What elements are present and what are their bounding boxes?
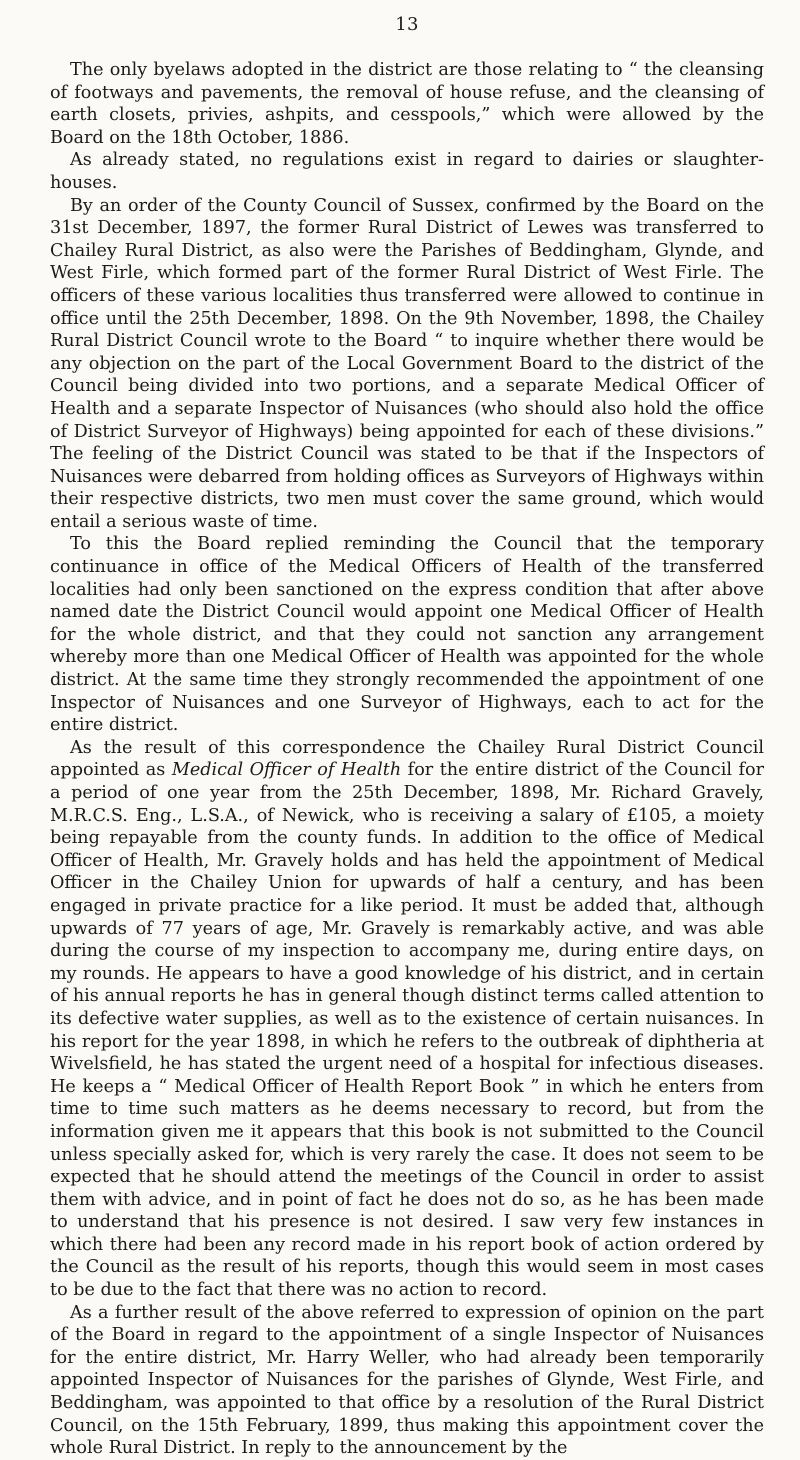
paragraph-medical-officer-appointment bbox=[50, 737, 764, 1302]
medical-officer-title: Medical Officer of Health bbox=[171, 760, 402, 781]
paragraph-medical-officer-text-rest: for the entire district of the Council for a period of one year from the 25th December, 1898, Mr. Richard Gravely, M.R.C.S. Eng., L.S.A., of Newick, who is receiving a salary of £105, a moiety being repayable from the county funds. In addition to the office of Medical Officer of Health, Mr. Gravely holds and has held the appointment of Medical Officer in the Chailey Union for upwards of half a century, and has been engaged in private practice for a like period. It must be added that, although upwards of 77 years of age, Mr. Gravely is remarkably active, and was able during the course of my inspection to accompany me, during entire days, on my rounds. He appears to have a good knowledge of his district, and in certain of his annual reports he has in general though distinct terms called attention to its defective water supplies, as well as to the existence of certain nuisances. In his report for the year 1898, in which he refers to the outbreak of diphtheria at Wivelsfield, he has stated the urgent need of a hospital for infectious diseases. He keeps a “ Medical Officer of Health Report Book ” in which he enters from time to time such matters as he deems necessary to record, but from the information given me it appears that this book is not submitted to the Council unless specially asked for, which is very rarely the case. It does not seem to be expected that he should attend the meetings of the Council in order to assist them with advice, and in point of fact he does not do so, as he has been made to understand that his presence is not desired. I saw very few instances in which there had been any record made in his report book of action ordered by the Council as the result of his reports, though this would seem in most cases to be due to the fact that there was no action to record. bbox=[50, 760, 764, 1301]
paragraph-medical-officer-text-start: As the result of this correspondence the Chailey Rural District Council appointed as bbox=[50, 737, 764, 781]
paragraph-inspector-appointment: As a further result of the above referred to expression of opinion on the part of the Board in regard to the appointment of a single Inspector of Nuisances for the entire district, Mr. Harry Weller, who had already been temporarily appointed Inspector of Nuisances for the parishes of Glynde, West Firle, and Beddingham, was appointed to that office by a resolution of the Rural District Council, on the 15th February, 1899, thus making this appointment cover the whole Rural District. In reply to the announcement by the bbox=[50, 1302, 764, 1459]
document-page bbox=[50, 14, 764, 1459]
paragraph-board-reply: To this the Board replied reminding the Council that the temporary continuance in office of the Medical Officers of Health of the transferred localities had only been sanctioned on the express condition that after above named date the District Council would appoint one Medical Officer of Health for the whole district, and that they could not sanction any arrangement whereby more than one Medical Officer of Health was appointed for the whole district. At the same time they strongly recommended the appointment of one Inspector of Nuisances and one Surveyor of Highways, each to act for the entire district. bbox=[50, 534, 764, 736]
paragraph-dairies-regulations: As already stated, no regulations exist in regard to dairies or slaughter-houses. bbox=[50, 150, 764, 193]
paragraph-county-council-order: By an order of the County Council of Sussex, confirmed by the Board on the 31st December, 1897, the former Rural District of Lewes was transferred to Chailey Rural District, as also were the Parishes of Beddingham, Glynde, and West Firle, which formed part of the former Rural District of West Firle. The officers of these various localities thus transferred were allowed to continue in office until the 25th December, 1898. On the 9th November, 1898, the Chailey Rural District Council wrote to the Board “ to inquire whether there would be any objection on the part of the Local Government Board to the district of the Council being divided into two portions, and a separate Medical Officer of Health and a separate Inspector of Nuisances (who should also hold the office of District Surveyor of Highways) being appointed for each of these divisions.” The feeling of the District Council was stated to be that if the Inspectors of Nuisances were debarred from holding offices as Surveyors of Highways within their respective districts, two men must cover the same ground, which would entail a serious waste of time. bbox=[50, 195, 764, 532]
paragraph-byelaws: The only byelaws adopted in the district are those relating to “ the cleansing of footways and pavements, the removal of house refuse, and the cleansing of earth closets, privies, ashpits, and cesspools,” which were allowed by the Board on the 18th October, 1886. bbox=[50, 60, 764, 148]
page-number: 13 bbox=[395, 14, 419, 35]
